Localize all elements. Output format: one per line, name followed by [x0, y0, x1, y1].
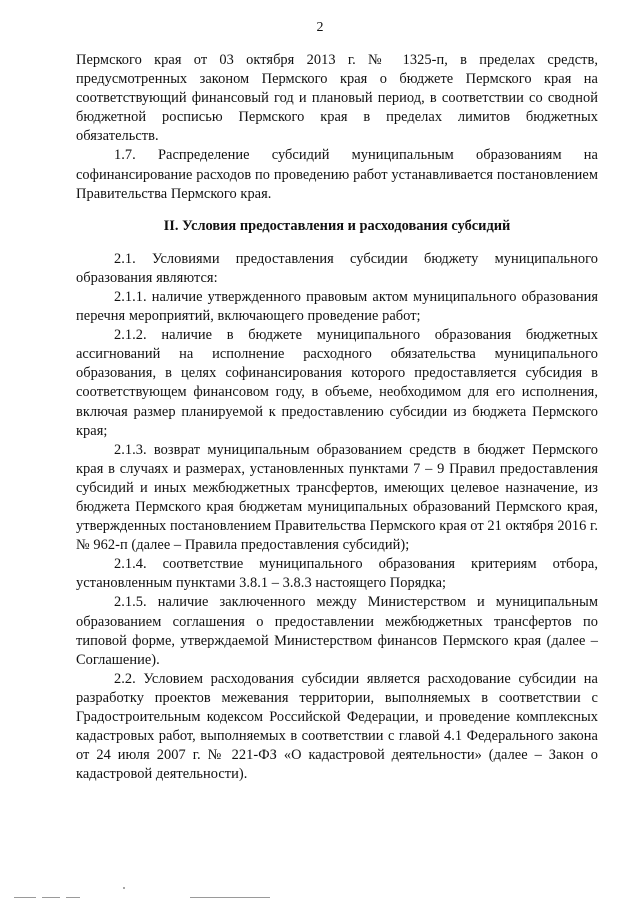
paragraph-2-1-1: 2.1.1. наличие утвержденного правовым актом муниципального образования перечня мероприятий, включающего проведение работ; [76, 288, 598, 325]
paragraph-2-1: 2.1. Условиями предоставления субсидии бюджету муниципального образования являются: [76, 250, 598, 286]
paragraph-2-1-5: 2.1.5. наличие заключенного между Министерством и муниципальным образованием соглашения о предоставлении межбюджетных трансфертов по типовой форме, утверждаемой Министерством финансов Пермского края (далее – Соглашение). [76, 594, 598, 668]
paragraph-2-1-2: 2.1.2. наличие в бюджете муниципального образования бюджетных ассигнований на исполнение расходного обязательства муниципального образования, в целях софинансирования которого предоставляется субсидия в соответствующем финансовом году, в объеме, необходимом для его исполнения, включая размер планируемой к предоставлению субсидии из бюджета Пермского края; [76, 327, 598, 439]
scan-mark [66, 897, 80, 898]
paragraph-2-1-4: 2.1.4. соответствие муниципального образования критериям отбора, установленным пунктами 3.8.1 – 3.8.3 настоящего Порядка; [76, 556, 598, 592]
scan-artifacts [0, 895, 640, 901]
paragraph-2-2: 2.2. Условием расходования субсидии является расходование субсидии на разработку проектов межевания территории, выполняемых в соответствии с Градостроительным кодексом Российской Федерации, и проведение комплексных кадастровых работ, выполняемых в соответствии с главой 4.1 Федерального закона от 24 июля 2007 г. № 221-ФЗ «О кадастровой деятельности» (далее – Закон о кадастровой деятельности). [76, 670, 598, 783]
paragraph-continuation: Пермского края от 03 октября 2013 г. № 1325-п, в пределах средств, предусмотренных законом Пермского края о бюджете Пермского края на соответствующий финансовый год и плановый период, в соответствии со сводной бюджетной росписью Пермского края в пределах лимитов бюджетных обязательств. [76, 52, 598, 145]
scan-mark [190, 897, 270, 898]
paragraph-2-1-3: 2.1.3. возврат муниципальным образованием средств в бюджет Пермского края в случаях и размерах, установленных пунктами 7 – 9 Правил предоставления субсидий и иных межбюджетных трансфертов, имеющих целевое назначение, из бюджета Пермского края бюджетам муниципальных образований Пермского края, утвержденных постановлением Правительства Пермского края от 21 октября 2016 г. № 962-п (далее – Правила предоставления субсидий); [76, 441, 598, 554]
document-body [76, 51, 598, 784]
section-heading: II. Условия предоставления и расходования субсидий [163, 217, 511, 234]
scan-mark [14, 897, 36, 898]
paragraph-1-7: 1.7. Распределение субсидий муниципальным образованиям на софинансирование расходов по проведению работ устанавливается постановлением Правительства Пермского края. [76, 147, 598, 202]
scan-dot [123, 887, 125, 889]
page-number: 2 [316, 20, 324, 35]
scan-mark [42, 897, 60, 898]
